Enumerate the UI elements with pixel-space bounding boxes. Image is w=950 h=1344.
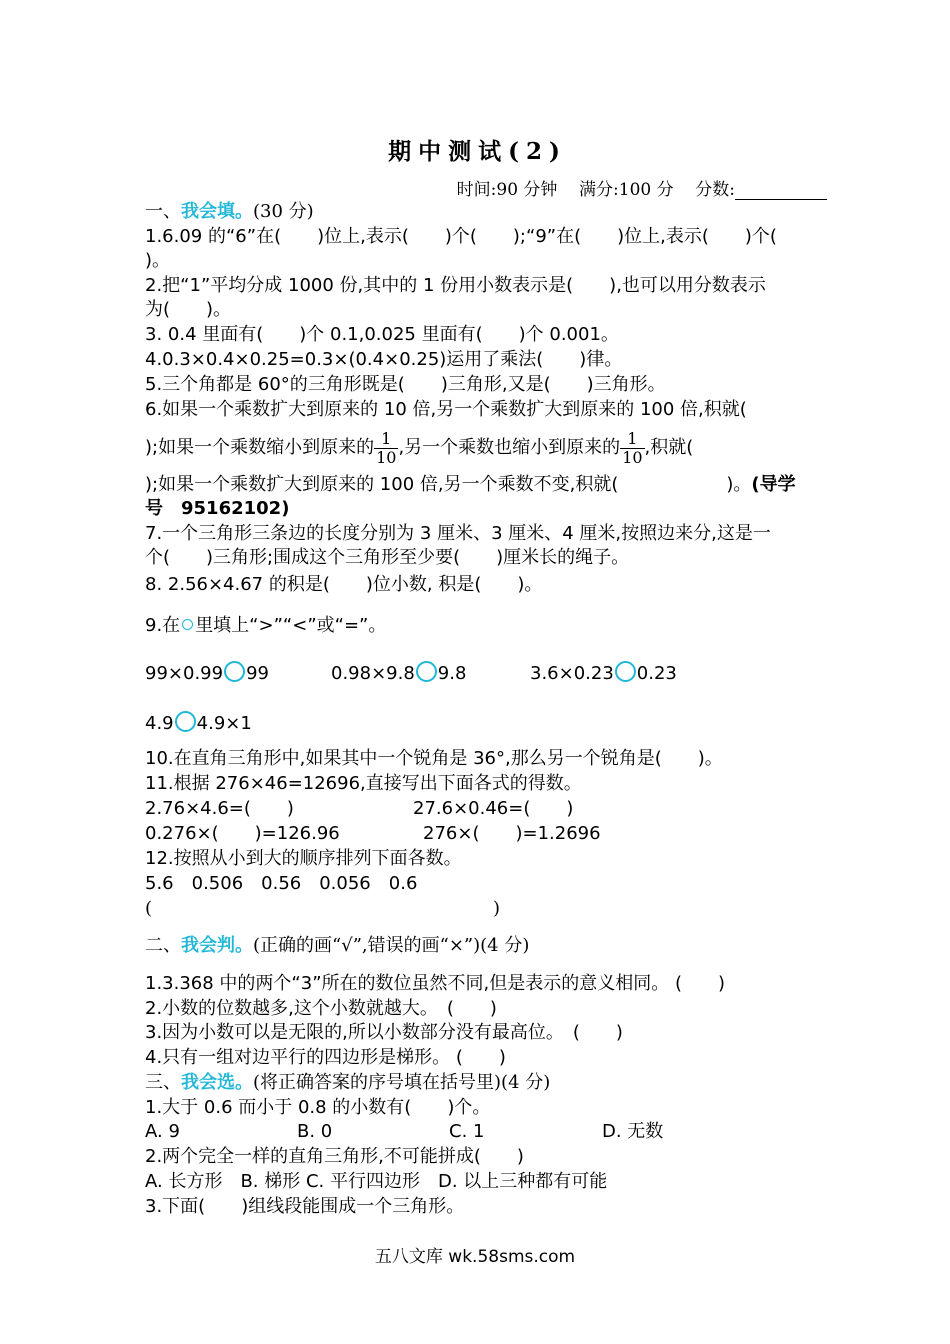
question-6: 6.如果一个乘数扩大到原来的 10 倍,另一个乘数扩大到原来的 100 倍,积就( xyxy=(145,399,747,420)
fraction-one-tenth: $\frac{1}{10}$ xyxy=(622,428,643,467)
choice-2-options: A. 长方形 B. 梯形 C. 平行四边形 D. 以上三种都有可能 xyxy=(145,1171,608,1192)
judge-4: 4.只有一组对边平行的四边形是梯形。 ( ) xyxy=(145,1047,506,1068)
guide-number: 号 95162102) xyxy=(145,498,290,519)
judge-3: 3.因为小数可以是无限的,所以小数部分没有最高位。 ( ) xyxy=(145,1022,623,1043)
page-title: 期中测试(2) xyxy=(388,138,567,165)
judge-1: 1.3.368 中的两个“3”所在的数位虽然不同,但是表示的意义相同。 ( ) xyxy=(145,973,726,994)
question-11: 11.根据 276×46=12696,直接写出下面各式的得数。 xyxy=(145,773,582,794)
section-3-heading: 三、我会选。(将正确答案的序号填在括号里)(4 分) xyxy=(145,1072,551,1093)
exam-meta xyxy=(457,175,827,200)
question-9: 9.在 里填上“>”“<”或“=”。 xyxy=(145,615,387,636)
choice-option: D. 无数 xyxy=(602,1121,664,1142)
choice-2: 2.两个完全一样的直角三角形,不可能拼成( ) xyxy=(145,1146,524,1167)
compare-circle[interactable] xyxy=(224,661,245,682)
guide-note: (导学 xyxy=(751,474,796,495)
question-7: 7.一个三角形三条边的长度分别为 3 厘米、3 厘米、4 厘米,按照边来分,这是一 xyxy=(145,523,771,544)
question-12-numbers: 5.6 0.506 0.56 0.056 0.6 xyxy=(145,873,418,894)
answer-paren-close: ) xyxy=(493,898,501,919)
section-2-name: 我会判。 xyxy=(181,935,253,956)
calc-item: 27.6×0.46=( ) xyxy=(413,798,574,819)
question-8: 8. 2.56×4.67 的积是( )位小数, 积是( )。 xyxy=(145,574,543,595)
choice-option: C. 1 xyxy=(449,1121,485,1142)
section-1-name: 我会填。 xyxy=(181,201,253,222)
question-10: 10.在直角三角形中,如果其中一个锐角是 36°,那么另一个锐角是( )。 xyxy=(145,748,723,769)
question-4: 4.0.3×0.4×0.25=0.3×(0.4×0.25)运用了乘法( )律。 xyxy=(145,349,623,370)
question-7-cont: 个( )三角形;围成这个三角形至少要( )厘米长的绳子。 xyxy=(145,547,630,568)
compare-circle[interactable] xyxy=(615,661,636,682)
choice-option: A. 9 xyxy=(145,1121,180,1142)
choice-1: 1.大于 0.6 而小于 0.8 的小数有( )个。 xyxy=(145,1097,491,1118)
compare-item: 4.9 4.9×1 xyxy=(145,713,252,734)
footer-watermark: 五八文库 wk.58sms.com xyxy=(374,1247,576,1267)
section-1-heading: 一、我会填。(30 分) xyxy=(145,201,314,222)
score-blank[interactable] xyxy=(735,181,827,200)
question-6-cont2: );如果一个乘数扩大到原来的 100 倍,另一个乘数不变,积就( )。(导学 xyxy=(145,474,796,495)
question-2: 2.把“1”平均分成 1000 份,其中的 1 份用小数表示是( ),也可以用分数表示 xyxy=(145,275,766,296)
question-3: 3. 0.4 里面有( )个 0.1,0.025 里面有( )个 0.001。 xyxy=(145,324,619,345)
question-12: 12.按照从小到大的顺序排列下面各数。 xyxy=(145,848,462,869)
circle-icon xyxy=(182,619,193,630)
choice-option: B. 0 xyxy=(297,1121,333,1142)
calc-item: 0.276×( )=126.96 xyxy=(145,823,340,844)
answer-paren-open: ( xyxy=(145,898,153,919)
question-2-cont: 为( )。 xyxy=(145,299,232,320)
fraction-one-tenth: $\frac{1}{10}$ xyxy=(376,428,397,467)
choice-3: 3.下面( )组线段能围成一个三角形。 xyxy=(145,1196,465,1217)
compare-circle[interactable] xyxy=(416,661,437,682)
full-score-label: 满分:100 分 xyxy=(579,180,674,200)
question-1: 1.6.09 的“6”在( )位上,表示( )个( );“9”在( )位上,表示( )个( xyxy=(145,226,777,247)
section-2-heading: 二、我会判。(正确的画“√”,错误的画“×”)(4 分) xyxy=(145,935,530,956)
judge-2: 2.小数的位数越多,这个小数就越大。 ( ) xyxy=(145,998,497,1019)
score-label: 分数: xyxy=(695,180,735,200)
calc-item: 2.76×4.6=( ) xyxy=(145,798,294,819)
compare-circle[interactable] xyxy=(175,711,196,732)
question-5: 5.三个角都是 60°的三角形既是( )三角形,又是( )三角形。 xyxy=(145,374,666,395)
compare-item: 3.6×0.23 0.23 xyxy=(530,663,677,684)
question-6-cont: );如果一个乘数缩小到原来的 $\frac{1}{10}$ ,另一个乘数也缩小到原来的 $\frac{1}{10}$ ,积就( xyxy=(145,428,694,467)
time-label: 时间:90 分钟 xyxy=(456,180,558,200)
compare-item: 99×0.99 99 xyxy=(145,663,269,684)
compare-item: 0.98×9.8 9.8 xyxy=(331,663,467,684)
calc-item: 276×( )=1.2696 xyxy=(423,823,601,844)
section-3-name: 我会选。 xyxy=(181,1072,253,1093)
question-1-cont: )。 xyxy=(145,250,171,271)
